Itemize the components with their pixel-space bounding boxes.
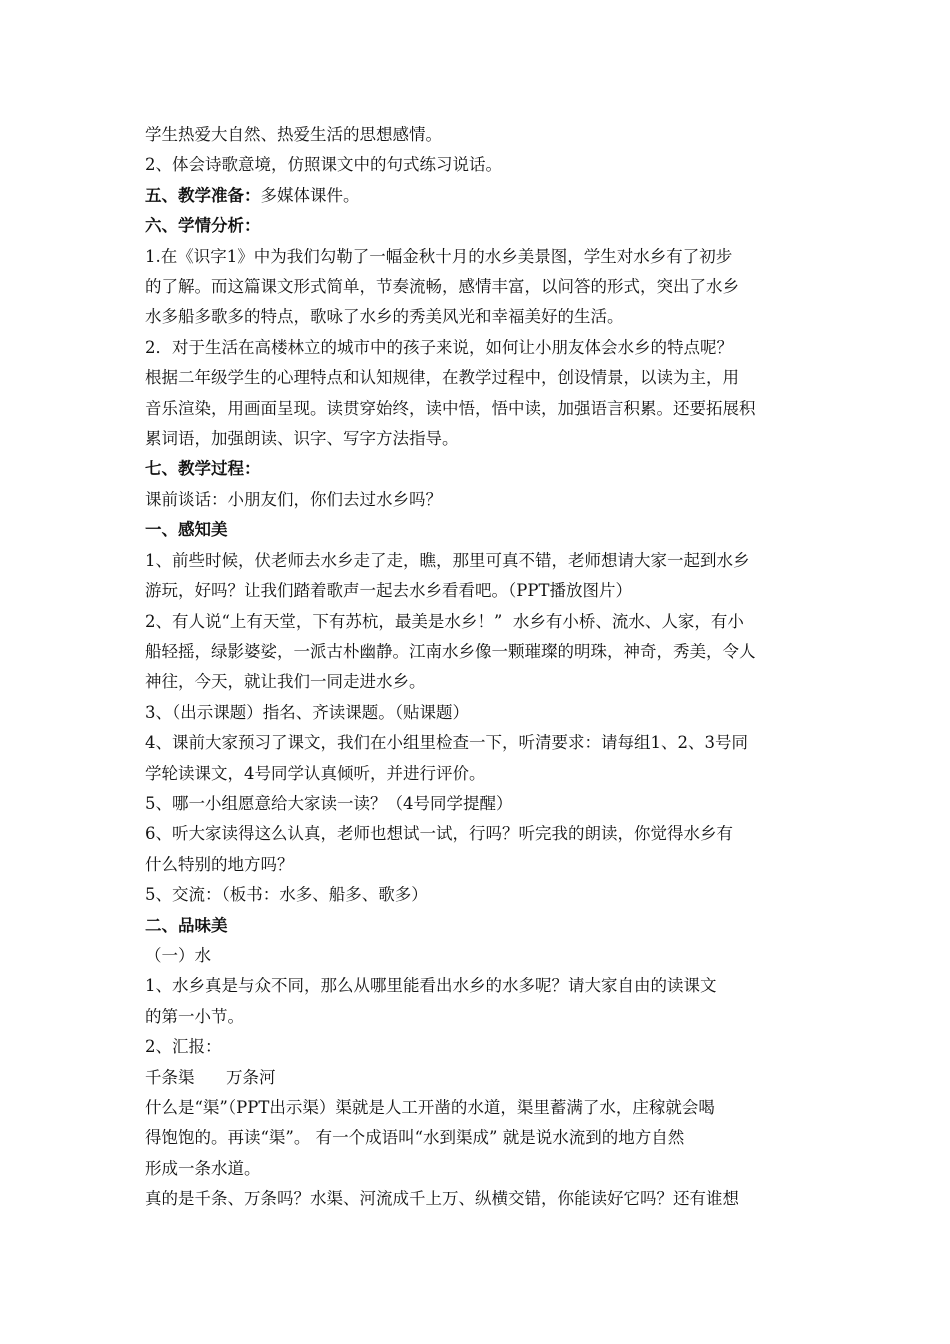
- text-line: 真的是千条、万条吗？水渠、河流成千上万、纵横交错，你能读好它吗？还有谁想: [145, 1189, 739, 1209]
- text-line: 4、课前大家预习了课文，我们在小组里检查一下，听清要求：请每组1、2、3号同: [145, 733, 748, 753]
- prep-line: [145, 181, 810, 211]
- text-line: 5、交流：（板书：水多、船多、歌多）: [145, 885, 428, 905]
- text-line: 学轮读课文，4号同学认真倾听，并进行评价。: [145, 763, 486, 783]
- heading-process: 七、教学过程：: [145, 459, 261, 479]
- text-line: 船轻摇，绿影婆娑，一派古朴幽静。江南水乡像一颗璀璨的明珠，神奇，秀美，令人: [145, 641, 756, 661]
- text-line: 课前谈话：小朋友们，你们去过水乡吗？: [145, 489, 442, 509]
- text-line: 游玩，好吗？让我们踏着歌声一起去水乡看看吧。（PPT播放图片）: [145, 581, 632, 601]
- text-line: 1、水乡真是与众不同，那么从哪里能看出水乡的水多呢？请大家自由的读课文: [145, 976, 717, 996]
- text-line: 的了解。而这篇课文形式简单，节奏流畅，感情丰富，以问答的形式，突出了水乡: [145, 277, 739, 297]
- text-line: 什么是“渠”（PPT出示渠）渠就是人工开凿的水道，渠里蓄满了水，庄稼就会喝: [145, 1098, 715, 1117]
- text-line: 根据二年级学生的心理特点和认知规律，在教学过程中，创设情景，以读为主，用: [145, 368, 739, 388]
- prep-label: 五、教学准备：: [145, 185, 261, 205]
- text-line: 神往，今天，就让我们一同走进水乡。: [145, 672, 426, 692]
- text-line: 2、汇报：: [145, 1037, 222, 1057]
- text-line: 2．对于生活在高楼林立的城市中的孩子来说，如何让小朋友体会水乡的特点呢？: [145, 337, 733, 357]
- text-line: 得饱饱的。再读“渠”。 有一个成语叫“水到渠成” 就是说水流到的地方自然: [145, 1128, 685, 1148]
- document-body: [145, 120, 810, 1215]
- text-line: 1.在《识字1》中为我们勾勒了一幅金秋十月的水乡美景图，学生对水乡有了初步: [145, 246, 733, 266]
- text-line: 的第一小节。: [145, 1006, 244, 1026]
- text-line: （一）水: [145, 945, 211, 965]
- heading-part2: 二、品味美: [145, 915, 228, 935]
- text-line: 学生热爱大自然、热爱生活的思想感情。: [145, 125, 442, 144]
- text-line: 3、（出示课题）指名、齐读课题。（贴课题）: [145, 702, 469, 722]
- text-line: 水多船多歌多的特点，歌咏了水乡的秀美风光和幸福美好的生活。: [145, 307, 624, 327]
- prep-text: 多媒体课件。: [260, 185, 360, 205]
- text-line: 5、哪一小组愿意给大家读一读？（4号同学提醒）: [145, 793, 513, 813]
- heading-part1: 一、感知美: [145, 520, 228, 540]
- text-line: 千条渠 万条河: [145, 1067, 276, 1087]
- text-line: 2、体会诗歌意境，仿照课文中的句式练习说话。: [145, 155, 502, 175]
- text-line: 6、听大家读得这么认真，老师也想试一试，行吗？听完我的朗读，你觉得水乡有: [145, 824, 733, 844]
- text-line: 形成一条水道。: [145, 1158, 261, 1178]
- text-line: 1、前些时候，伏老师去水乡走了走，瞧，那里可真不错，老师想请大家一起到水乡: [145, 550, 750, 570]
- text-line: 累词语，加强朗读、识字、写字方法指导。: [145, 429, 459, 449]
- text-line: 2、有人说“上有天堂，下有苏杭，最美是水乡！” 水乡有小桥、流水、人家，有小: [145, 611, 744, 631]
- text-line: 什么特别的地方吗？: [145, 854, 294, 874]
- text-line: 音乐渲染，用画面呈现。读贯穿始终，读中悟，悟中读，加强语言积累。还要拓展积: [145, 398, 756, 418]
- heading-analysis: 六、学情分析：: [145, 216, 261, 236]
